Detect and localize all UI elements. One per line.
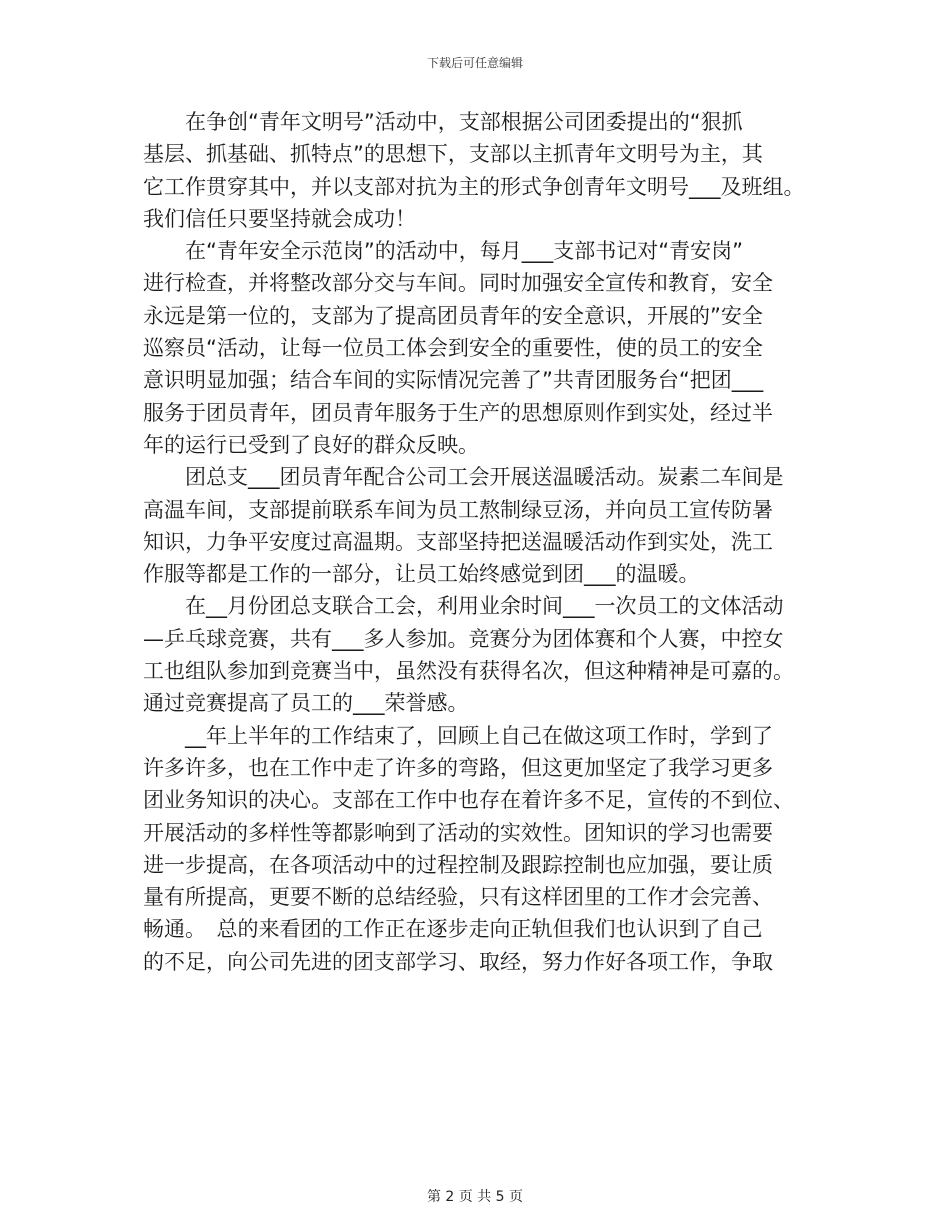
paragraph-half-year-summary: __年上半年的工作结束了，回顾上自己在做这项工作时，学到了 许多许多，也在工作中走了许多的弯路，但这更加坚定了我学习更多 团业务知识的决心。支部在工作中也存在着许多不足，宣传的不到位、 开展活动的多样性等都影响到了活动的实效性。团知识的学习也需要 进一步提高，在各项活动中的过程控制及跟踪控制也应加强，要让质 量有所提高，更要不断的总结经验，只有这样团里的工作才会完善、 畅通。 总的来看团的工作正在逐步走向正轨但我们也认识到了自己 的不足，向公司先进的团支部学习、取经，努力作好各项工作，争取 (143, 723, 794, 974)
paragraph-warmth-activity: 团总支___团员青年配合公司工会开展送温暖活动。炭素二车间是 高温车间，支部提前联系车间为员工熬制绿豆汤，并向员工宣传防暑 知识，力争平安度过高温期。支部坚持把送温暖活动作到实处，洗工 作服等都是工作的一部分，让员工始终感觉到团___的温暖。 (143, 465, 784, 587)
page-header-note: 下载后可任意编辑 (426, 56, 523, 70)
paragraph-youth-safety: 在“青年安全示范岗”的活动中，每月___支部书记对“青安岗” 进行检查，并将整改部分交与车间。同时加强安全宣传和教育，安全 永远是第一位的，支部为了提高团员青年的安全意识，开展的”安全 巡察员“活动，让每一位员工体会到安全的重要性，使的员工的安全 意识明显加强；结合车间的实际情况完善了”共青团服务台“把团___ 服务于团员青年，团员青年服务于生产的思想原则作到实处，经过半 年的运行已受到了良好的群众反映。 (143, 239, 773, 457)
page-number: 第 2 页 共 5 页 (426, 1189, 524, 1205)
paragraph-pingpong-contest: 在__月份团总支联合工会，利用业余时间___一次员工的文体活动 —乒乓球竞赛，共有___多人参加。竞赛分为团体赛和个人赛，中控女 工也组队参加到竞赛当中，虽然没有获得名次，但这种精神是可嘉的。 通过竞赛提高了员工的___荣誉感。 (143, 594, 794, 716)
paragraph-youth-civilization: 在争创“青年文明号”活动中，支部根据公司团委提出的“狠抓 基层、抓基础、抓特点”的思想下，支部以主抓青年文明号为主，其 它工作贯穿其中，并以支部对抗为主的形式争创青年文明号___及班组。 我们信任只要坚持就会成功！ (143, 110, 805, 231)
document-body (143, 106, 807, 978)
